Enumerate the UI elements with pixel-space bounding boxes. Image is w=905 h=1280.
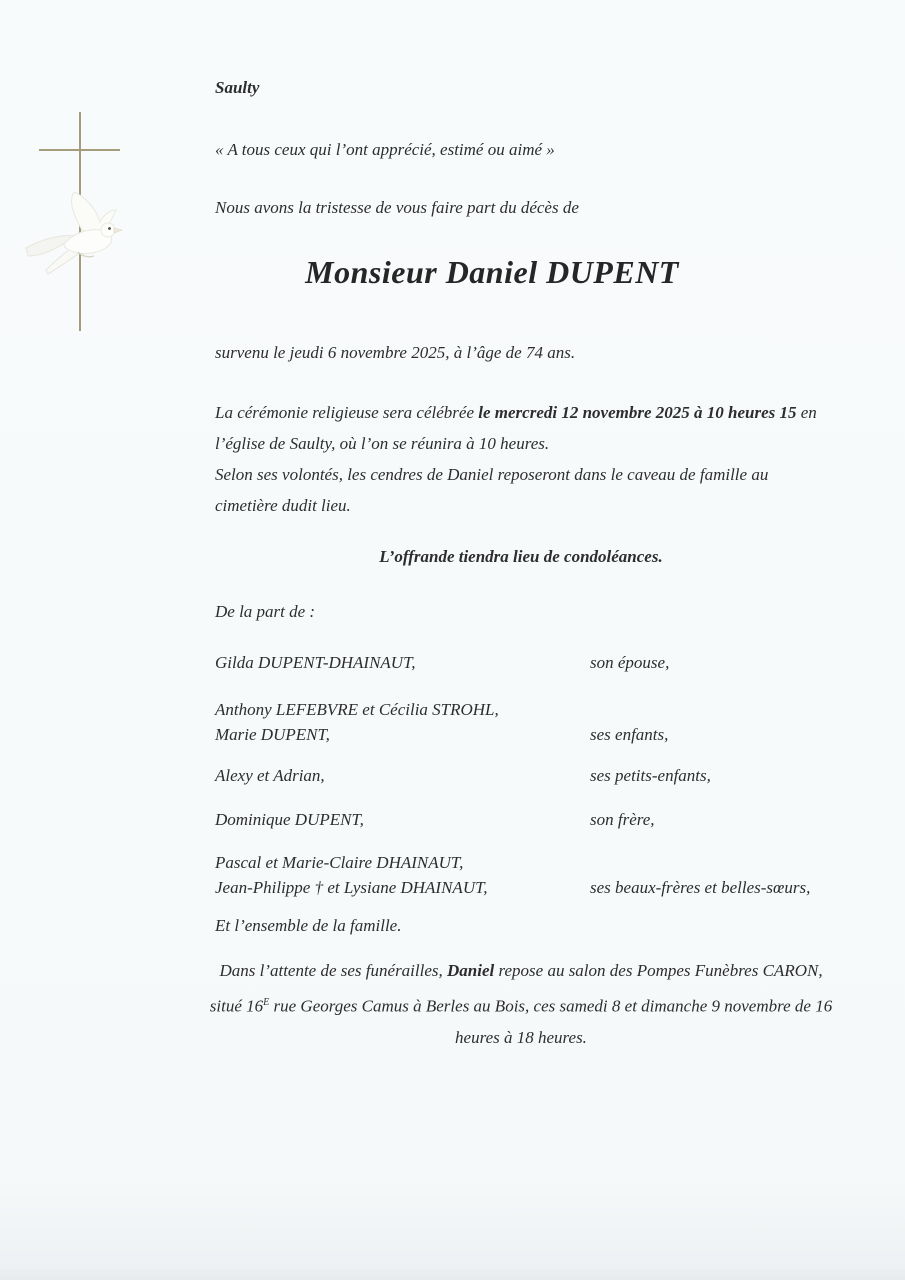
epigraph-quote: « A tous ceux qui l’ont apprécié, estimé ou aimé »: [215, 140, 555, 159]
family-relation: son épouse,: [590, 653, 670, 672]
cross-horizontal-bar: [39, 149, 120, 151]
ceremony-date-bold: le mercredi 12 novembre 2025 à 10 heures 15: [478, 403, 797, 422]
vigil-mid: repose au salon des Pompes Funèbres CARON, situé 16: [209, 961, 823, 1016]
offering-notice: L’offrande tiendra lieu de condoléances.: [379, 547, 663, 566]
family-name: Marie DUPENT,: [215, 725, 330, 744]
family-name: Jean-Philippe † et Lysiane DHAINAUT,: [215, 878, 488, 897]
family-name: Gilda DUPENT-DHAINAUT,: [215, 653, 416, 672]
family-closing: Et l’ensemble de la famille.: [215, 916, 402, 935]
deceased-name-title: Monsieur Daniel DUPENT: [305, 254, 679, 290]
family-heading: De la part de :: [215, 602, 316, 621]
vigil-name-bold: Daniel: [447, 961, 495, 980]
ceremony-lead: La cérémonie religieuse sera célébrée: [215, 403, 479, 422]
vigil-paragraph: [208, 955, 834, 1053]
ceremony-paragraph: [215, 397, 830, 521]
family-entry-spouse: [215, 650, 831, 675]
dove-icon: [16, 186, 138, 284]
vigil-tail: rue Georges Camus à Berles au Bois, ces samedi 8 et dimanche 9 novembre de 16 heures à 18 heures.: [269, 996, 833, 1047]
town-name: Saulty: [215, 78, 260, 97]
family-relation: ses beaux-frères et belles-sœurs,: [590, 878, 811, 897]
ceremony-ashes-sentence: Selon ses volontés, les cendres de Daniel reposeront dans le caveau de famille au cimetière dudit lieu.: [215, 465, 769, 515]
announcement-intro: Nous avons la tristesse de vous faire part du décès de: [215, 198, 579, 217]
family-name: Alexy et Adrian,: [215, 766, 325, 785]
family-name: Pascal et Marie-Claire DHAINAUT,: [215, 853, 464, 872]
vigil-ordinal-sup: E: [263, 996, 270, 1008]
family-relation: son frère,: [590, 810, 655, 829]
family-entry-grandchildren: [215, 763, 831, 788]
ceremony-sentence: [215, 397, 830, 459]
family-name: Anthony LEFEBVRE et Cécilia STROHL,: [215, 700, 499, 719]
death-details: survenu le jeudi 6 novembre 2025, à l’âge de 74 ans.: [215, 343, 576, 362]
family-relation: ses enfants,: [590, 725, 669, 744]
family-entry-inlaws: [215, 850, 831, 900]
ceremony-tail: en l’église de Saulty, où l’on se réunira à 10 heures.: [215, 403, 817, 453]
vigil-lead: Dans l’attente de ses funérailles,: [219, 961, 448, 980]
family-name: Dominique DUPENT,: [215, 810, 364, 829]
family-relation: ses petits-enfants,: [590, 766, 711, 785]
family-entry-brother: [215, 807, 831, 832]
family-entry-children: [215, 697, 831, 747]
